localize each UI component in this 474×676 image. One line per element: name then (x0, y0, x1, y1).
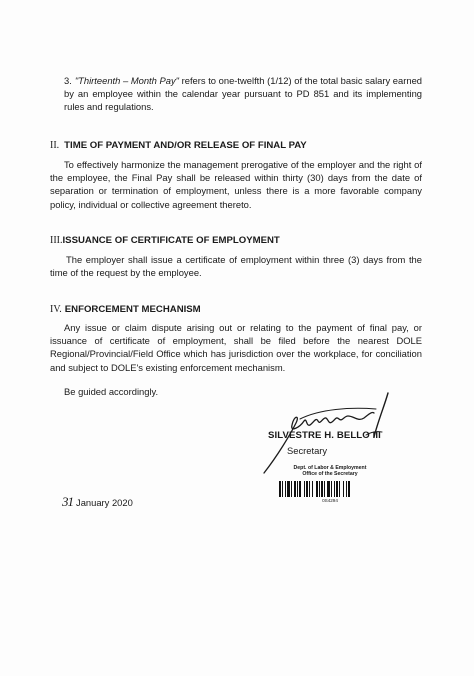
section-3-title: ISSUANCE OF CERTIFICATE OF EMPLOYMENT (62, 235, 280, 246)
barcode-bar (336, 481, 338, 497)
barcode-bar (306, 481, 308, 497)
barcode-bar (331, 481, 332, 497)
item-3-text: refers to one-twelfth (1/12) of the total basic salary earned by an employee within the calendar year pursuant to PD 851 and its implementing rules and regulations. (64, 75, 422, 113)
barcode-bar (343, 481, 344, 497)
barcode-bar (339, 481, 340, 497)
barcode-bar (348, 481, 350, 497)
office-stamp (274, 465, 386, 504)
barcode-bar (282, 481, 283, 497)
barcode-bar (304, 481, 305, 497)
barcode-bar (299, 481, 301, 497)
document-date (62, 496, 133, 509)
barcode-bar (321, 481, 323, 497)
section-2-title: TIME OF PAYMENT AND/OR RELEASE OF FINAL PAY (64, 140, 307, 151)
section-4-body: Any issue or claim dispute arising out or relating to the payment of final pay, or issuance of certificate of employment, shall be filed before the nearest DOLE Regional/Provincial/Field Office which has jurisdiction over the workplace, for conciliation and subject to DOLE's existing enforcement mechanism. (50, 322, 422, 373)
section-3-heading (50, 235, 280, 247)
barcode-bar (316, 481, 318, 497)
barcode-bar (287, 481, 290, 497)
item-3-term: "Thirteenth – Month Pay" (74, 75, 179, 86)
date-month-year: January 2020 (76, 497, 133, 508)
barcode-bar (297, 481, 298, 497)
date-day: 31 (62, 494, 73, 509)
section-3-numeral: III. (50, 235, 63, 246)
section-2-heading (50, 140, 307, 152)
signatory-title: Secretary (287, 445, 328, 456)
barcode-bar (327, 481, 330, 497)
section-3-body: The employer shall issue a certificate of employment within three (3) days from the time of the request by the employee. (50, 254, 422, 279)
section-4-heading (50, 304, 201, 316)
barcode-bar (285, 481, 286, 497)
barcode-bar (309, 481, 310, 497)
barcode-bar (291, 481, 292, 497)
section-4-numeral: IV. (50, 304, 62, 315)
item-3-paragraph (64, 74, 422, 114)
section-2-body: To effectively harmonize the management prerogative of the employer and the right of the employee, the Final Pay shall be released within thirty (30) days from the date of separation or termination of employment, unless there is a more favorable company policy, individual or collective agreement thereto. (50, 159, 422, 210)
item-3-number: 3. (64, 75, 72, 86)
barcode-bar (319, 481, 320, 497)
signatory-name: SILVESTRE H. BELLO III (268, 430, 381, 441)
stamp-department: Dept. of Labor & Employment (293, 465, 367, 471)
barcode-icon (278, 481, 382, 497)
barcode-bar (324, 481, 325, 497)
barcode-bar (294, 481, 296, 497)
closing-line: Be guided accordingly. (64, 386, 159, 397)
section-4-title: ENFORCEMENT MECHANISM (64, 304, 201, 315)
section-2-numeral: II. (50, 140, 60, 151)
barcode-bar (346, 481, 347, 497)
stamp-office: Office of the Secretary (302, 471, 358, 478)
barcode-number: 0S4294 (322, 497, 338, 503)
barcode-bar (334, 481, 335, 497)
barcode-bar (279, 481, 281, 497)
barcode-bar (312, 481, 313, 497)
